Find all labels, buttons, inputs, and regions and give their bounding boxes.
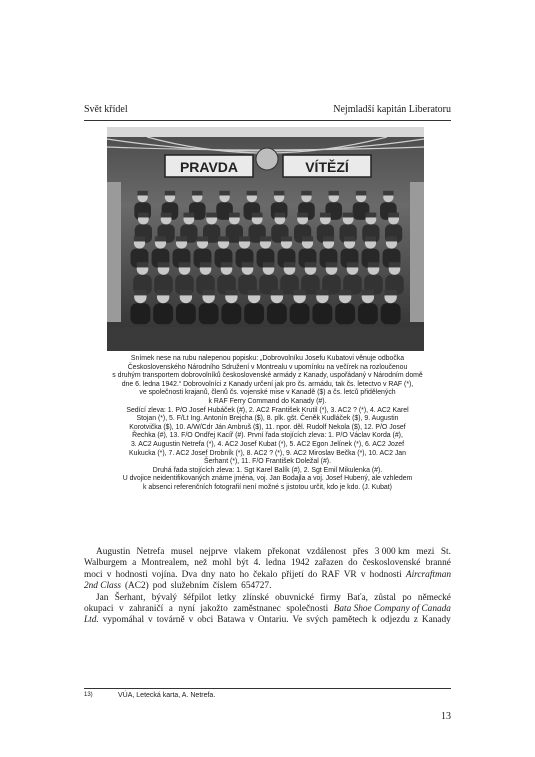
- body-word: z: [413, 615, 418, 626]
- body-word: být: [236, 558, 249, 569]
- body-word: Walburgem: [84, 558, 127, 569]
- body-word: a: [168, 604, 173, 615]
- body-word: k: [371, 615, 377, 626]
- body-word: okupaci: [84, 604, 114, 615]
- body-line: [84, 547, 451, 558]
- caption-line: Československého Národního Sdružení v Montrealu v upomínku na večírek na rozloučenou: [127, 363, 408, 371]
- body-word: zahraničí: [129, 604, 164, 615]
- body-word: dny: [201, 569, 216, 580]
- photo-caption: [100, 355, 435, 493]
- body-word: překonat: [267, 547, 301, 557]
- body-word: 3 000 km: [374, 547, 410, 557]
- body-word: (AC2): [124, 581, 149, 592]
- body-word: služebním: [170, 581, 209, 592]
- header-rule: [84, 120, 451, 121]
- body-word: pamětech: [332, 615, 368, 626]
- body-word: Ontariu.: [257, 615, 289, 626]
- body-word: vlakem: [233, 547, 262, 557]
- body-word: firmy: [320, 592, 341, 603]
- body-word: Montrealem,: [141, 558, 190, 569]
- body-line: [84, 581, 451, 592]
- body-word: vzdálenost: [306, 547, 347, 557]
- body-word: do: [348, 558, 358, 569]
- body-word: obci: [197, 615, 214, 626]
- caption-line: U dvojice neidentifikovaných známe jména, voj. Jan Bodajla a voj. Josef Hubený, ale vzhledem: [122, 475, 413, 483]
- page-number: 13: [441, 711, 451, 722]
- body-word: Netrefa: [136, 547, 165, 557]
- body-word: VR: [343, 569, 357, 580]
- body-word: vypomáhal: [102, 615, 145, 626]
- body-word: bývalý: [151, 592, 178, 603]
- body-word: branné: [425, 558, 451, 569]
- body-word: po: [402, 592, 412, 603]
- body-word: zlínské: [242, 592, 269, 603]
- body-word: Dva: [181, 569, 198, 580]
- body-word: mohl: [212, 558, 232, 569]
- body-word: v: [148, 615, 153, 626]
- body-word: jakožto: [200, 604, 228, 615]
- body-word: Šerhant,: [114, 592, 146, 603]
- body-text: [84, 547, 451, 627]
- body-word: musel: [170, 547, 194, 557]
- header-book-title: Svět křídel: [84, 104, 128, 115]
- body-word: v: [249, 615, 254, 626]
- footnote-rule: [84, 688, 451, 689]
- group-photo: [107, 127, 424, 351]
- body-word: nyní: [178, 604, 195, 615]
- body-word: moci: [84, 569, 103, 580]
- body-line: [84, 615, 451, 626]
- body-word: přijetí: [281, 569, 304, 580]
- body-word: Jan: [96, 592, 109, 603]
- body-line: [84, 570, 451, 581]
- body-word: Ve: [292, 615, 303, 626]
- body-word: obuvnické: [275, 592, 314, 603]
- caption-line: k absenci referenčních fotografií není možné s jistotou určit, kdo je kdo. (J. Kubat): [143, 483, 392, 491]
- caption-line: Stojan (*), 5. F/Lt Ing. Antonín Brejcha ($), 8. plk. gšt. Čeněk Kudláček ($), 9. Augustin: [136, 415, 399, 423]
- body-word: nato: [219, 569, 236, 580]
- body-word: ledna: [265, 558, 286, 569]
- body-word: RAF: [321, 569, 340, 580]
- header-chapter-title: Nejmladší kapitán Liberatoru: [333, 104, 451, 115]
- body-word: německé: [417, 592, 451, 603]
- body-word: 654727.: [241, 581, 272, 592]
- caption-line: Sedící zleva: 1. P/O Josef Hubáček (#), 2. AC2 František Krutil (*), 3. AC2 ? (*), 4. AC2 Karel: [126, 406, 409, 414]
- body-word: čekalo: [253, 569, 278, 580]
- body-word: než: [194, 558, 208, 569]
- body-word: a: [132, 558, 137, 569]
- body-word: pod: [152, 581, 167, 592]
- footnote-text: VÚA, Letecká karta, A. Netrefa.: [118, 692, 216, 699]
- caption-line: Snímek nese na rubu nalepenou popisku: „Dobrovolníku Josefu Kubatovi věnuje odbočka: [130, 355, 405, 362]
- caption-line: s druhým transportem dobrovolníků československé armády z Kanady, uspořádaný v Národním domě: [112, 372, 423, 380]
- body-word: Aircraftman: [405, 569, 451, 580]
- body-word: v: [106, 569, 112, 580]
- body-word: vojína.: [151, 569, 178, 580]
- body-word: hodnosti: [369, 569, 402, 580]
- body-word: 4.: [253, 558, 261, 569]
- body-word: Bata Shoe Company of Canada: [333, 604, 451, 615]
- body-word: v: [360, 569, 366, 580]
- body-word: do: [307, 569, 318, 580]
- body-word: Batawa: [217, 615, 246, 626]
- body-word: 2nd Class: [84, 581, 121, 592]
- body-word: St.: [440, 547, 451, 557]
- body-word: v: [118, 604, 124, 615]
- body-word: šéfpilot: [183, 592, 212, 603]
- caption-line: k RAF Ferry Command do Kanady (#).: [208, 397, 327, 405]
- running-header: [84, 104, 451, 118]
- caption-line: Korotvička ($), 10. A/W/Cdr Ján Ambruš ($), 11. npor. děl. Rudolf Nekola ($), 12. P/O Josef: [129, 423, 406, 431]
- caption-line: Druhá řada stojících zleva: 1. Sgt Karel Balík (#), 2. Sgt Emil Mikulenka (#).: [152, 466, 383, 474]
- body-word: ho: [239, 569, 249, 580]
- body-word: letky: [217, 592, 237, 603]
- body-word: nejprve: [199, 547, 228, 557]
- body-word: Baťa,: [347, 592, 368, 603]
- body-word: zařazen: [314, 558, 344, 569]
- body-word: zaměstnanec: [233, 604, 281, 615]
- body-line: [84, 558, 451, 569]
- caption-line: Řechka (#), 13. F/O Ondřej Kacíř (#). První řada stojících zleva: 1. P/O Václav Korda (#),: [132, 432, 403, 440]
- body-line: [84, 604, 451, 615]
- caption-line: 3. AC2 Augustin Netrefa (*), 4. AC2 Josef Kubat (*), 5. AC2 Egon Jelínek (*), 6. AC2 Jozef: [130, 440, 405, 448]
- footnote: [84, 692, 215, 699]
- body-word: hodnosti: [115, 569, 148, 580]
- caption-line: Šerhant (*), 11. F/O František Doležal (#).: [203, 458, 331, 466]
- caption-line: dne 6. ledna 1942.“ Dobrovolníci z Kanady určení jak pro čs. armádu, tak čs. letectvo v RAF (*),: [121, 380, 414, 388]
- body-word: československé: [362, 558, 421, 569]
- body-line: [84, 593, 451, 604]
- body-word: v: [188, 615, 194, 626]
- banner-right-text: VÍTĚZÍ: [305, 159, 349, 175]
- body-word: továrně: [156, 615, 185, 626]
- body-word: mezi: [416, 547, 435, 557]
- footnote-mark: 13): [84, 692, 93, 698]
- body-word: 1942: [290, 558, 310, 569]
- body-word: číslem: [212, 581, 238, 592]
- caption-line: Kukucka (*), 7. AC2 Josef Drobník (*), 8. AC2 ? (*), 9. AC2 Miroslav Bečka (*), 10. AC2 Jan: [129, 449, 406, 457]
- body-word: zůstal: [374, 592, 396, 603]
- body-word: přes: [352, 547, 369, 557]
- body-word: svých: [306, 615, 329, 626]
- body-word: Kanady: [421, 615, 451, 626]
- caption-line: ve společnosti krajanů, členů čs. vojenské mise v Kanadě ($) a čs. letců přidělených: [139, 389, 396, 397]
- body-word: odjezdu: [380, 615, 410, 626]
- body-word: společnosti: [286, 604, 329, 615]
- banner-left-text: PRAVDA: [179, 159, 239, 175]
- body-word: Ltd.: [84, 615, 99, 626]
- body-word: Augustin: [96, 547, 131, 557]
